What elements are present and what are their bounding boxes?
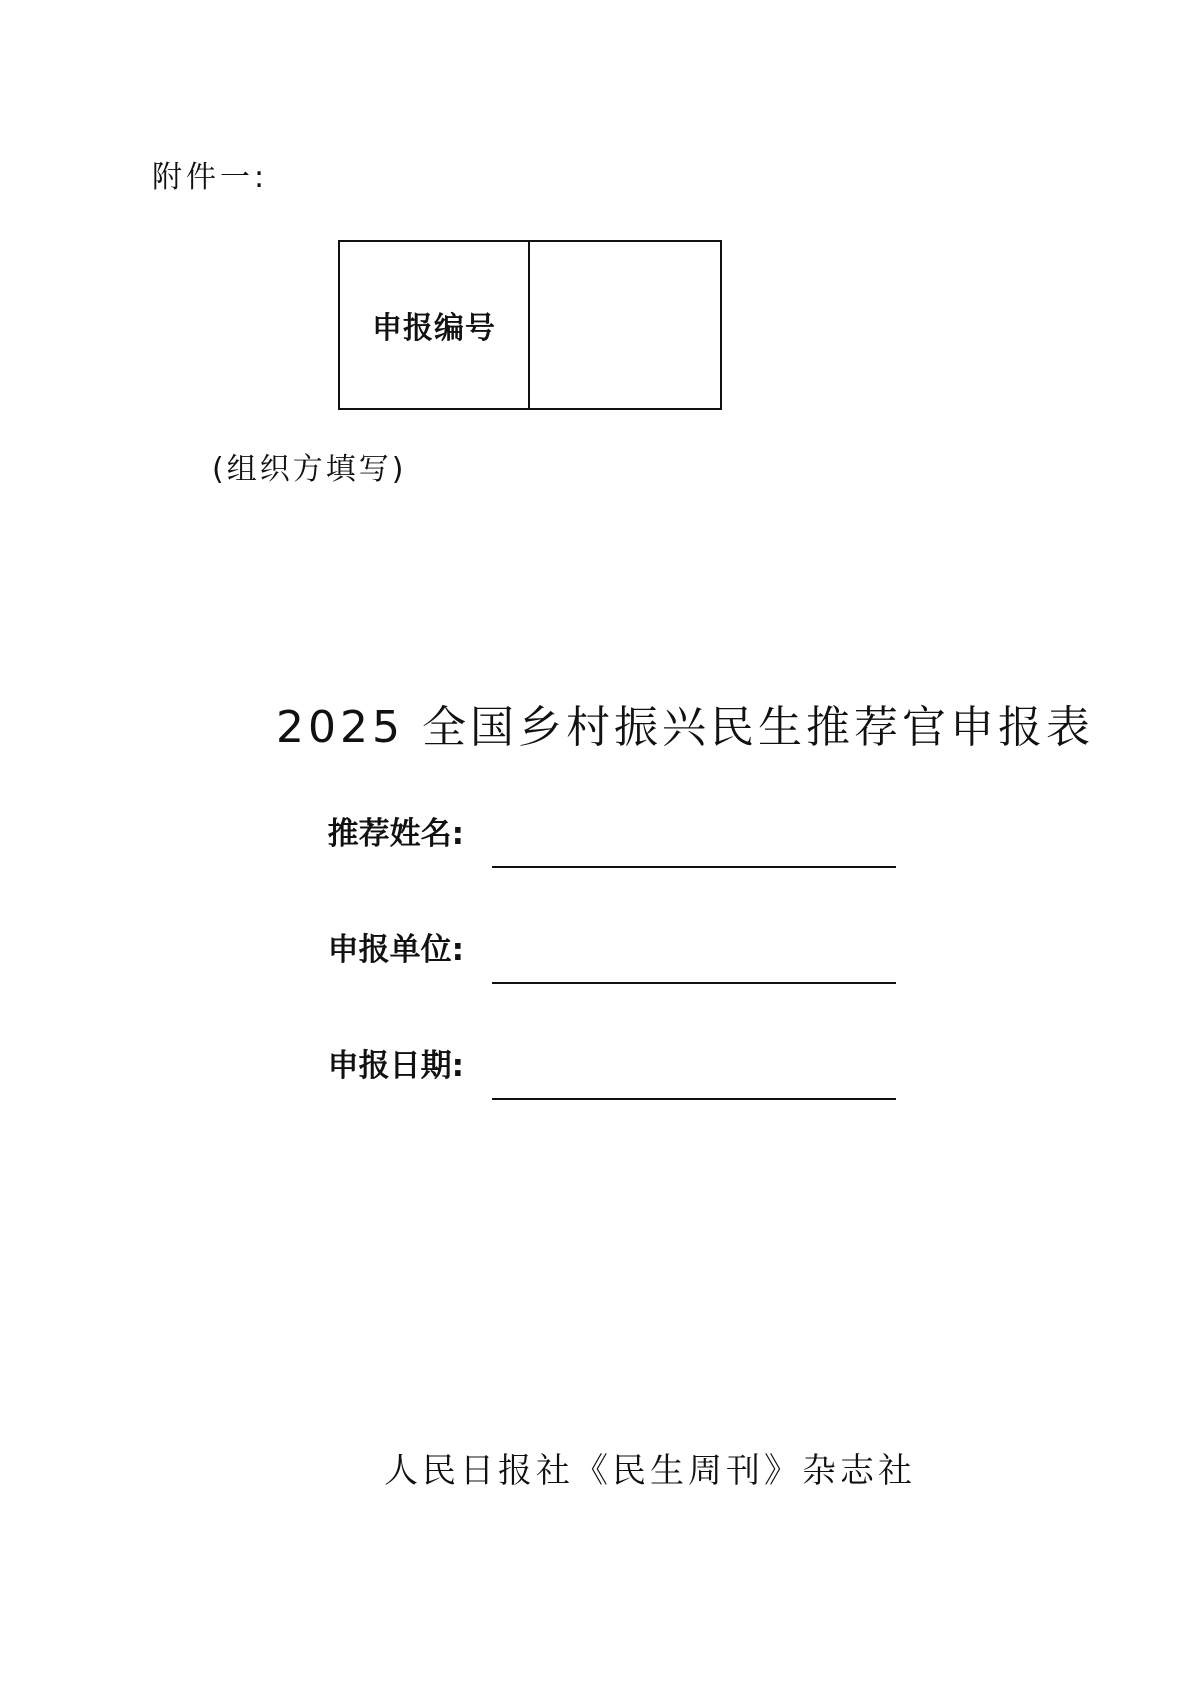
attachment-label: 附件一: bbox=[152, 160, 269, 195]
recommended-name-label: 推荐姓名: bbox=[327, 816, 464, 852]
field-row-recommended-name bbox=[0, 812, 1200, 892]
applying-unit-label: 申报单位: bbox=[327, 932, 464, 968]
application-date-field[interactable] bbox=[492, 1098, 896, 1100]
form-title: 2025 全国乡村振兴民生推荐官申报表 bbox=[276, 702, 1094, 753]
field-row-applying-unit bbox=[0, 928, 1200, 1008]
application-date-label: 申报日期: bbox=[327, 1048, 464, 1084]
organizer-fill-note: (组织方填写) bbox=[212, 452, 407, 487]
application-number-box bbox=[338, 240, 722, 410]
field-row-application-date bbox=[0, 1044, 1200, 1124]
application-number-field[interactable] bbox=[530, 242, 720, 408]
publisher-name: 人民日报社《民生周刊》杂志社 bbox=[384, 1451, 916, 1491]
applying-unit-field[interactable] bbox=[492, 982, 896, 984]
application-number-label: 申报编号 bbox=[372, 311, 496, 346]
recommended-name-field[interactable] bbox=[492, 866, 896, 868]
application-number-label-cell bbox=[340, 242, 530, 408]
